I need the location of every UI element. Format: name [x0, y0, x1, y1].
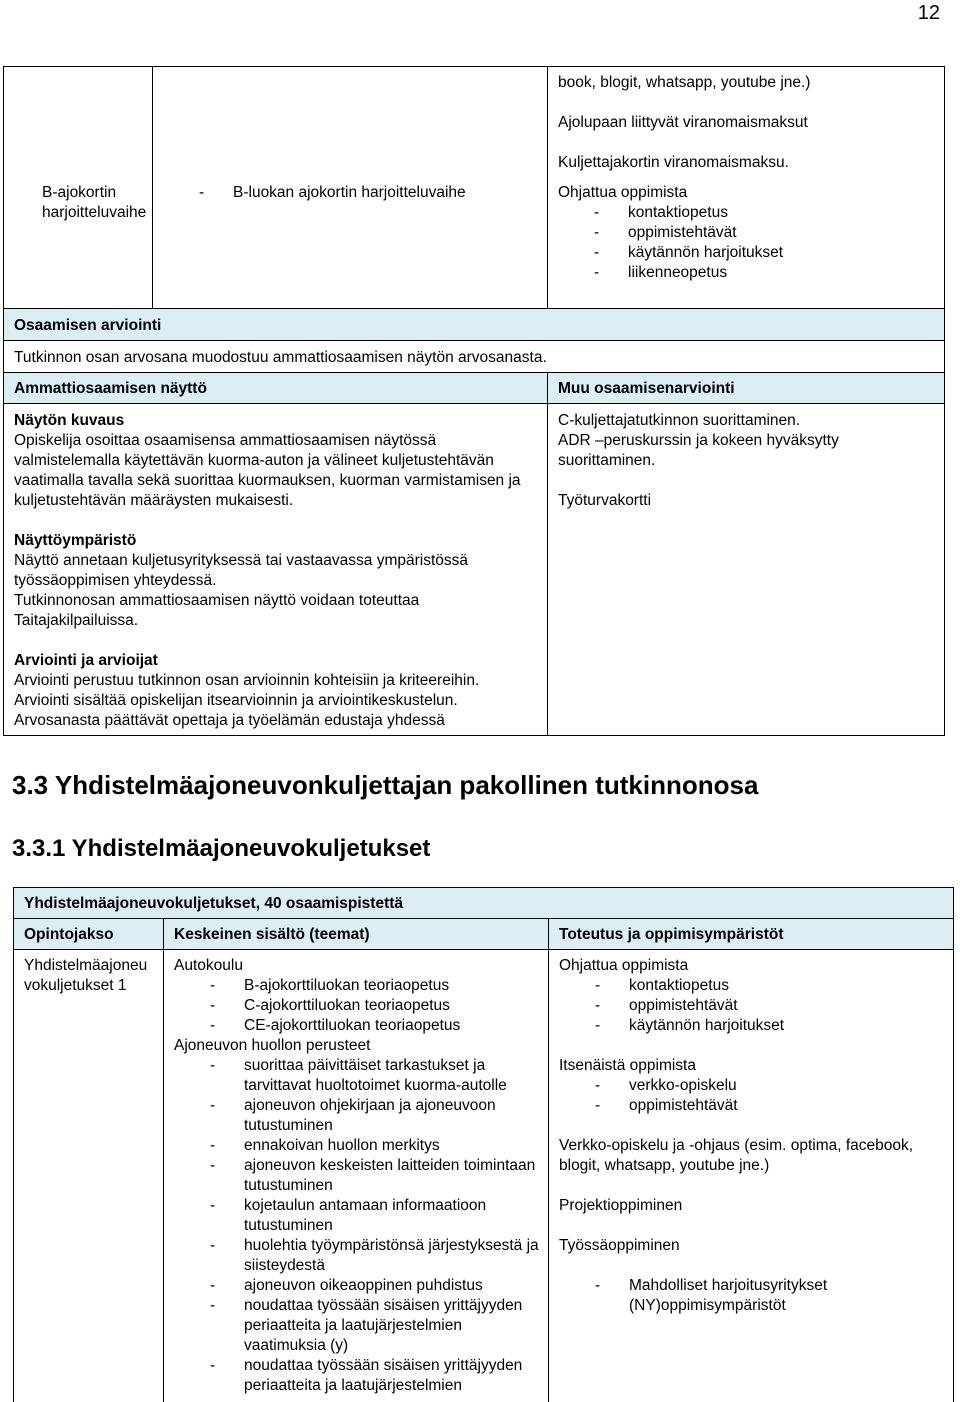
itsenainen-title: Itsenäistä oppimista [559, 1057, 696, 1074]
muu-header-text: Muu osaamisenarviointi [558, 380, 735, 397]
cell-content [153, 179, 548, 309]
osaamisen-text-value: Tutkinnon osan arvosana muodostuu ammattiosaamisen näytön arvosanasta. [14, 349, 547, 366]
itsenainen-list [559, 1076, 943, 1116]
list-item: - noudattaa työssään sisäisen yrittäjyyden periaatteita ja laatujärjestelmien [210, 1356, 544, 1396]
cell-sisalto [164, 950, 549, 1402]
autokoulu-title: Autokoulu [174, 957, 243, 974]
ymparisto-block [14, 531, 537, 631]
cell-toteutus [549, 950, 954, 1402]
arviointi-title: Arviointi ja arvioijat [14, 652, 158, 669]
table-row [4, 179, 945, 309]
list-item: - B-ajokorttiluokan teoriaopetus [210, 976, 538, 996]
ohjattu-list [559, 976, 943, 1036]
naytto-header-text: Ammattiosaamisen näyttö [14, 380, 207, 397]
dash: - [199, 183, 205, 201]
list-item: - ajoneuvon oikeaoppinen puhdistus [210, 1276, 544, 1296]
text-line: Ajolupaan liittyvät viranomaismaksut [558, 114, 808, 131]
muu-line-3: Työturvakortti [558, 492, 652, 509]
naytto-content [4, 404, 548, 736]
list-item: - kojetaulun antamaan informaatioon tutustuminen [210, 1196, 544, 1236]
osaamisen-text [4, 341, 945, 373]
table-row [4, 404, 945, 736]
huolto-list [174, 1056, 544, 1396]
kuvaus-title: Näytön kuvaus [14, 412, 125, 429]
header-sisalto [164, 919, 549, 950]
list-item: - oppimistehtävät [594, 223, 934, 243]
subsection-heading: 3.3.1 Yhdistelmäajoneuvokuljetukset [12, 835, 431, 862]
arviointi-block [14, 651, 537, 731]
ymparisto-title: Näyttöympäristö [14, 532, 137, 549]
osaamisen-header-text: Osaamisen arviointi [14, 317, 162, 334]
arviointi-line: Arvosanasta päättävät opettaja ja työelämän edustaja yhdessä [14, 712, 445, 729]
muu-header [548, 373, 945, 404]
list-item: - kontaktiopetus [594, 203, 934, 223]
section-heading: 3.3 Yhdistelmäajoneuvonkuljettajan pakollinen tutkinnonosa [12, 770, 759, 800]
list-item: - käytännön harjoitukset [594, 243, 934, 263]
list-item: - suorittaa päivittäiset tarkastukset ja tarvittavat huoltotoimet kuorma-autolle [210, 1056, 544, 1096]
cell-empty-1 [4, 67, 153, 179]
projekti-text: Projektioppiminen [559, 1197, 683, 1214]
header-text: Opintojakso [24, 926, 114, 943]
header-toteutus [549, 919, 954, 950]
ymparisto-text-2: Tutkinnonosan ammattiosaamisen näyttö voidaan toteuttaa Taitajakilpailuissa. [14, 592, 420, 629]
text-line: Kuljettajakortin viranomaismaksu. [558, 154, 789, 171]
opintojakso-name: Yhdistelmäajoneuvokuljetukset 1 [24, 957, 148, 994]
phase-label: B-ajokortin harjoitteluvaihe [42, 183, 147, 221]
huolto-title: Ajoneuvon huollon perusteet [174, 1037, 371, 1054]
ymparisto-text-1: Näyttö annetaan kuljetusyrityksessä tai vastaavassa ympäristössä työssäoppimisen yhteydessä. [14, 552, 469, 589]
table-row [14, 919, 954, 950]
method-list [558, 203, 934, 283]
kuvaus-block [14, 411, 537, 511]
header-text: Toteutus ja oppimisympäristöt [559, 926, 784, 943]
naytto-header [4, 373, 548, 404]
cell-phase [4, 179, 153, 309]
text-line: book, blogit, whatsapp, youtube jne.) [558, 74, 811, 91]
muu-line-1: C-kuljettajatutkinnon suorittaminen. [558, 412, 801, 429]
list-item: - liikenneopetus [594, 263, 934, 283]
header-text: Keskeinen sisältö (teemat) [174, 926, 370, 943]
muu-content [548, 404, 945, 736]
cell-method [548, 179, 945, 309]
arviointi-line: Arviointi perustuu tutkinnon osan arvioinnin kohteisiin ja kriteereihin. [14, 672, 480, 689]
course-table [13, 887, 954, 1402]
header-opintojakso [14, 919, 164, 950]
table-row [4, 309, 945, 341]
kuvaus-text: Opiskelija osoittaa osaamisensa ammattiosaamisen näytössä valmistelemalla käytettävän kuorma-auton ja välineet kuljetustehtävän vaatimalla tavalla sekä suorittaa kuormauksen, kuorman varmistamisen ja kuljetustehtävän määräysten mukaisesti. [14, 432, 521, 509]
list-item: - CE-ajokorttiluokan teoriaopetus [210, 1016, 538, 1036]
verkko-text: Verkko-opiskelu ja -ohjaus (esim. optima, facebook, blogit, whatsapp, youtube jne.) [559, 1137, 914, 1174]
list-item: - oppimistehtävät [595, 1096, 943, 1116]
autokoulu-list [174, 976, 538, 1036]
table-row [4, 67, 945, 179]
tyossa-text: Työssäoppiminen [559, 1237, 680, 1254]
list-item: - huolehtia työympäristönsä järjestyksestä ja siisteydestä [210, 1236, 544, 1276]
list-item: - käytännön harjoitukset [595, 1016, 943, 1036]
cell-empty-2 [153, 67, 548, 179]
cell-continuation [548, 67, 945, 179]
list-item: - kontaktiopetus [595, 976, 943, 996]
table-row [4, 373, 945, 404]
list-item: - oppimistehtävät [595, 996, 943, 1016]
list-item: - verkko-opiskelu [595, 1076, 943, 1096]
list-item: - C-ajokorttiluokan teoriaopetus [210, 996, 538, 1016]
list-item: - noudattaa työssään sisäisen yrittäjyyden periaatteita ja laatujärjestelmien vaatimuksia (y) [210, 1296, 544, 1356]
table-row [14, 888, 954, 919]
course-title-text: Yhdistelmäajoneuvokuljetukset, 40 osaamispistettä [24, 895, 404, 912]
item-text: B-luokan ajokortin harjoitteluvaihe [233, 183, 466, 201]
list-item [199, 183, 537, 203]
osaamisen-header [4, 309, 945, 341]
table-row [4, 341, 945, 373]
arviointi-line: Arviointi sisältää opiskelijan itsearvioinnin ja arviointikeskustelun. [14, 692, 458, 709]
list-item: - ajoneuvon keskeisten laitteiden toimintaan tutustuminen [210, 1156, 544, 1196]
ohjattu-title: Ohjattua oppimista [559, 957, 689, 974]
tyossa-list [559, 1276, 879, 1316]
method-title: Ohjattua oppimista [558, 183, 688, 201]
list-item: - Mahdolliset harjoitusyritykset (NY)oppimisympäristöt [595, 1276, 879, 1316]
page-number: 12 [917, 2, 940, 24]
table-row [14, 950, 954, 1402]
list-item: - ennakoivan huollon merkitys [210, 1136, 544, 1156]
list-item: - ajoneuvon ohjekirjaan ja ajoneuvoon tutustuminen [210, 1096, 544, 1136]
cell-opintojakso [14, 950, 164, 1402]
course-title [14, 888, 954, 919]
muu-line-2: ADR –peruskurssin ja kokeen hyväksytty suorittaminen. [558, 432, 839, 469]
table-continuation [3, 66, 945, 736]
